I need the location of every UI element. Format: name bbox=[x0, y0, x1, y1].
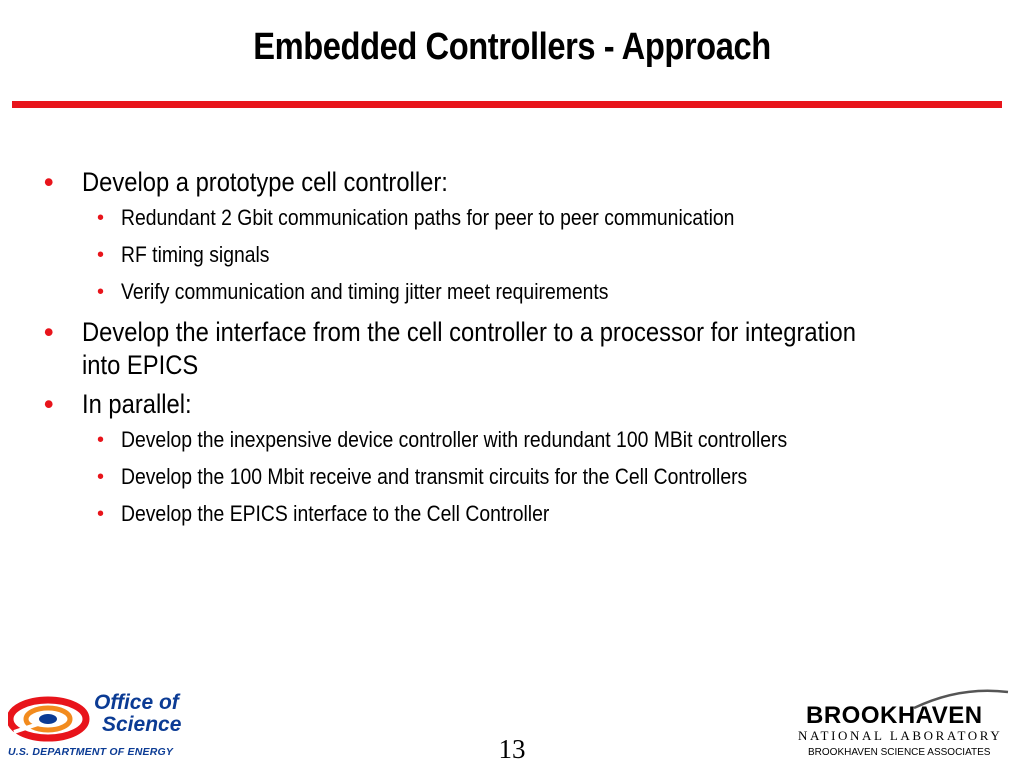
sub-bullet-marker: • bbox=[97, 503, 105, 525]
bullet-text: Develop a prototype cell controller: bbox=[82, 167, 448, 197]
doe-logo-line2: Science bbox=[102, 713, 182, 736]
brookhaven-name: BROOKHAVEN bbox=[806, 702, 983, 729]
sub-bullet-marker: • bbox=[97, 466, 105, 488]
sub-bullet-text: RF timing signals bbox=[121, 242, 270, 267]
sub-bullet-marker: • bbox=[97, 207, 105, 229]
bullet-marker: • bbox=[44, 317, 54, 347]
doe-department-text: U.S. DEPARTMENT OF ENERGY bbox=[8, 746, 174, 758]
sub-bullet-text: Redundant 2 Gbit communication paths for peer to peer communication bbox=[121, 205, 735, 230]
sub-bullet-item bbox=[40, 427, 1000, 453]
bullet-item bbox=[40, 166, 1000, 199]
sub-bullet-text: Verify communication and timing jitter meet requirements bbox=[121, 279, 609, 304]
bullet-item bbox=[40, 388, 1000, 421]
bullet-list bbox=[40, 166, 1000, 538]
sub-bullet-text: Develop the 100 Mbit receive and transmit circuits for the Cell Controllers bbox=[121, 464, 748, 489]
page-number: 13 bbox=[498, 734, 526, 764]
sub-bullet-marker: • bbox=[97, 244, 105, 266]
sub-bullet-item bbox=[40, 205, 1000, 231]
bullet-marker: • bbox=[44, 167, 54, 197]
sub-bullet-item bbox=[40, 242, 1000, 268]
national-laboratory-text: NATIONAL LABORATORY bbox=[798, 728, 1003, 743]
sub-bullet-marker: • bbox=[97, 281, 105, 303]
slide-title: Embedded Controllers - Approach bbox=[253, 26, 771, 68]
sub-bullet-marker: • bbox=[97, 429, 105, 451]
bullet-text: Develop the interface from the cell controller to a processor for integration into EPICS bbox=[82, 317, 856, 380]
brookhaven-logo bbox=[790, 684, 1014, 764]
sub-bullet-text: Develop the EPICS interface to the Cell Controller bbox=[121, 501, 550, 526]
sub-bullet-text: Develop the inexpensive device controller with redundant 100 MBit controllers bbox=[121, 427, 788, 452]
brookhaven-associates-text: BROOKHAVEN SCIENCE ASSOCIATES bbox=[808, 747, 991, 758]
sub-bullet-item bbox=[40, 279, 1000, 305]
bullet-marker: • bbox=[44, 389, 54, 419]
title-divider bbox=[12, 101, 1002, 108]
bullet-text: In parallel: bbox=[82, 389, 192, 419]
bullet-item bbox=[40, 316, 1000, 382]
sub-bullet-list bbox=[40, 205, 1000, 305]
sub-bullet-item bbox=[40, 501, 1000, 527]
sub-bullet-list bbox=[40, 427, 1000, 527]
doe-logo-line1: Office of bbox=[94, 691, 179, 714]
office-of-science-text bbox=[94, 692, 181, 736]
sub-bullet-item bbox=[40, 464, 1000, 490]
